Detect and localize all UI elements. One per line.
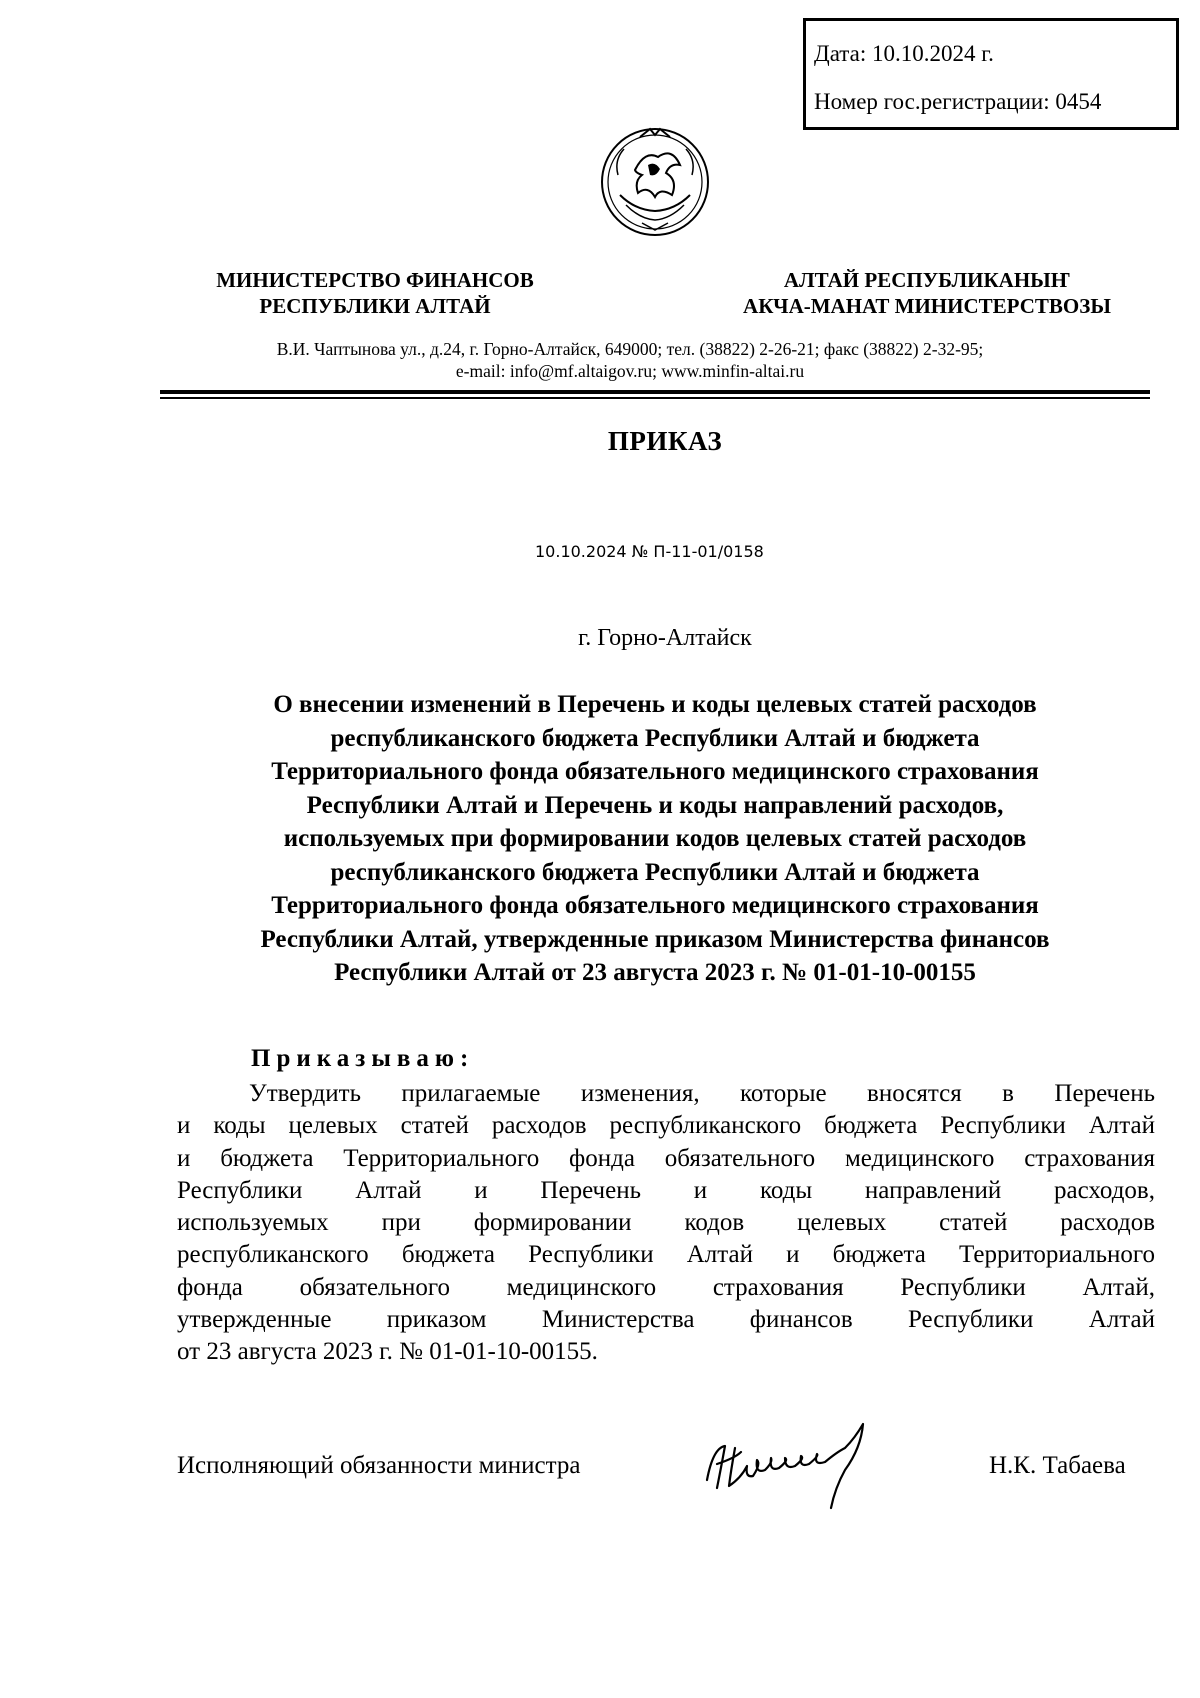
registration-number-value: 0454 (1055, 89, 1102, 114)
registration-number-label: Номер гос.регистрации: (814, 89, 1050, 114)
body-line: и бюджета Территориального фонда обязательного медицинского страхования (177, 1144, 1155, 1172)
organization-name-altai-line1: АЛТАЙ РЕСПУБЛИКАНЫҤ (783, 268, 1071, 292)
title-line: республиканского бюджета Республики Алтай и бюджета (330, 858, 980, 886)
title-line: используемых при формировании кодов целевых статей расходов (283, 825, 1027, 852)
body-line: фонда обязательного медицинского страхования Республики Алтай, (177, 1273, 1155, 1301)
title-line: республиканского бюджета Республики Алтай и бюджета (330, 724, 980, 752)
body-line: Утвердить прилагаемые изменения, которые вносятся в Перечень (249, 1080, 1155, 1107)
signer-name: Н.К. Табаева (989, 1452, 1126, 1479)
registration-date (814, 41, 994, 67)
organization-name-russian (195, 267, 555, 319)
document-type-heading: ПРИКАЗ (607, 426, 723, 456)
registration-stamp (803, 18, 1179, 130)
document-title (180, 688, 1130, 990)
contact-info (180, 338, 1080, 382)
organization-name-russian-line2: РЕСПУБЛИКИ АЛТАЙ (259, 294, 491, 318)
registration-number (814, 89, 1101, 115)
organization-name-altai (712, 267, 1142, 319)
signer-position: Исполняющий обязанности министра (177, 1452, 581, 1479)
header-divider-thick (160, 390, 1150, 394)
title-line: Республики Алтай и Перечень и коды направлений расходов, (306, 791, 1004, 819)
order-directive: Приказываю: (251, 1045, 475, 1072)
order-body (177, 1078, 1155, 1369)
organization-name-altai-line2: АКЧА-МАНАТ МИНИСТЕРСТВОЗЫ (743, 294, 1111, 318)
registration-date-value: 10.10.2024 г. (871, 41, 994, 66)
document-date-number: 10.10.2024 № П-11-01/0158 (535, 542, 764, 561)
body-line: и коды целевых статей расходов республиканского бюджета Республики Алтай (177, 1112, 1155, 1140)
title-line: О внесении изменений в Перечень и коды целевых статей расходов (273, 691, 1037, 718)
title-line: Территориального фонда обязательного медицинского страхования (271, 758, 1039, 785)
body-line: республиканского бюджета Республики Алтай и бюджета Территориального (177, 1241, 1155, 1269)
handwritten-signature (695, 1408, 895, 1528)
email-website-line: e-mail: info@mf.altaigov.ru; www.minfin-altai.ru (455, 361, 805, 381)
title-line: Территориального фонда обязательного медицинского страхования (271, 892, 1039, 919)
title-line: Республики Алтай от 23 августа 2023 г. № 01-01-10-00155 (334, 959, 976, 986)
body-line: от 23 августа 2023 г. № 01-01-10-00155. (177, 1338, 598, 1366)
body-line: Республики Алтай и Перечень и коды направлений расходов, (177, 1176, 1155, 1204)
title-line: Республики Алтай, утвержденные приказом Министерства финансов (260, 925, 1050, 953)
registration-date-label: Дата: (814, 41, 867, 66)
body-line: утвержденные приказом Министерства финансов Республики Алтай (177, 1306, 1155, 1334)
body-line: используемых при формировании кодов целевых статей расходов (177, 1209, 1155, 1237)
coat-of-arms-emblem (600, 125, 710, 239)
header-divider-thin (160, 397, 1150, 399)
organization-name-russian-line1: МИНИСТЕРСТВО ФИНАНСОВ (216, 268, 534, 292)
address-line: В.И. Чаптынова ул., д.24, г. Горно-Алтайск, 649000; тел. (38822) 2-26-21; факс (38822) 2-32-95; (276, 339, 984, 359)
document-city: г. Горно-Алтайск (578, 625, 752, 651)
